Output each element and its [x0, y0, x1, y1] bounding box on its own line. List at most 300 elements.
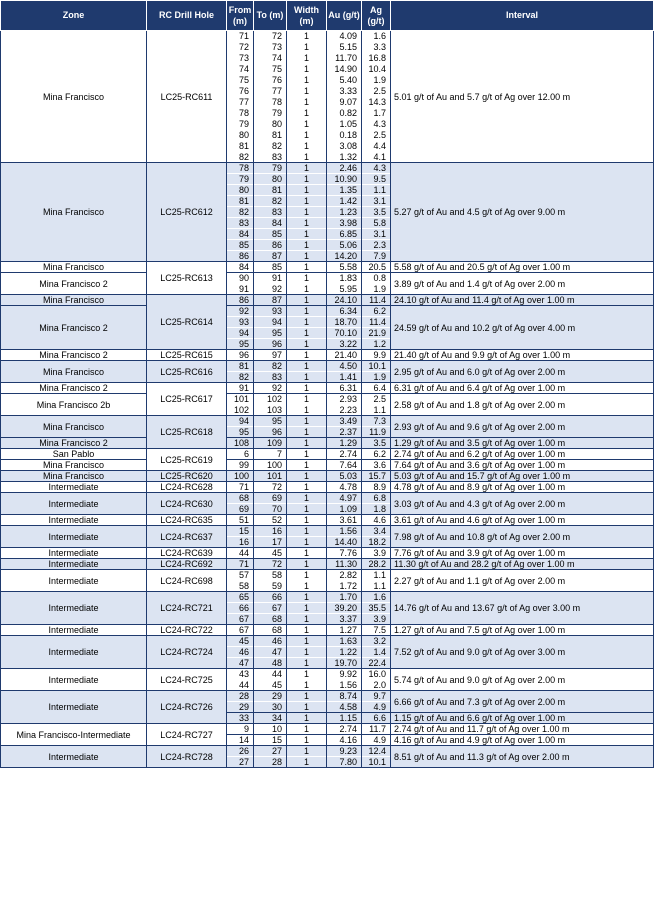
width-cell: 1 — [287, 746, 327, 757]
interval-cell: 8.51 g/t of Au and 11.3 g/t of Ag over 2.00 m — [391, 746, 654, 768]
width-cell: 1 — [287, 42, 327, 53]
ag-cell: 1.9 — [362, 372, 391, 383]
to-cell: 102 — [254, 394, 287, 405]
ag-cell: 11.4 — [362, 295, 391, 306]
to-cell: 47 — [254, 647, 287, 658]
au-cell: 2.74 — [327, 724, 362, 735]
to-cell: 95 — [254, 328, 287, 339]
from-cell: 79 — [227, 119, 254, 130]
ag-cell: 3.5 — [362, 207, 391, 218]
interval-cell: 5.58 g/t of Au and 20.5 g/t of Ag over 1.00 m — [391, 262, 654, 273]
from-cell: 58 — [227, 581, 254, 592]
zone-cell: Mina Francisco — [1, 361, 147, 383]
from-cell: 71 — [227, 31, 254, 42]
drill-hole-cell: LC24-RC698 — [147, 570, 227, 592]
au-cell: 2.74 — [327, 449, 362, 460]
ag-cell: 3.1 — [362, 196, 391, 207]
width-cell: 1 — [287, 306, 327, 317]
width-cell: 1 — [287, 559, 327, 570]
width-cell: 1 — [287, 680, 327, 691]
to-cell: 92 — [254, 284, 287, 295]
drill-hole-cell: LC24-RC722 — [147, 625, 227, 636]
to-cell: 46 — [254, 636, 287, 647]
width-cell: 1 — [287, 658, 327, 669]
width-cell: 1 — [287, 735, 327, 746]
table-row — [1, 592, 654, 603]
zone-cell: San Pablo — [1, 449, 147, 460]
table-row — [1, 471, 654, 482]
from-cell: 102 — [227, 405, 254, 416]
au-cell: 1.27 — [327, 625, 362, 636]
from-cell: 100 — [227, 471, 254, 482]
au-cell: 1.83 — [327, 273, 362, 284]
from-cell: 101 — [227, 394, 254, 405]
drill-hole-cell: LC25-RC617 — [147, 383, 227, 416]
au-cell: 7.80 — [327, 757, 362, 768]
to-cell: 83 — [254, 372, 287, 383]
from-cell: 66 — [227, 603, 254, 614]
au-cell: 14.40 — [327, 537, 362, 548]
table-row — [1, 493, 654, 504]
au-cell: 3.37 — [327, 614, 362, 625]
width-cell: 1 — [287, 273, 327, 284]
interval-cell: 2.95 g/t of Au and 6.0 g/t of Ag over 2.00 m — [391, 361, 654, 383]
au-cell: 4.78 — [327, 482, 362, 493]
au-cell: 1.56 — [327, 680, 362, 691]
table-row — [1, 306, 654, 317]
width-cell: 1 — [287, 405, 327, 416]
to-cell: 78 — [254, 97, 287, 108]
from-cell: 80 — [227, 185, 254, 196]
ag-cell: 3.5 — [362, 438, 391, 449]
width-cell: 1 — [287, 515, 327, 526]
ag-cell: 4.9 — [362, 735, 391, 746]
au-cell: 0.82 — [327, 108, 362, 119]
ag-cell: 6.2 — [362, 306, 391, 317]
to-cell: 10 — [254, 724, 287, 735]
from-cell: 82 — [227, 207, 254, 218]
to-cell: 94 — [254, 317, 287, 328]
width-cell: 1 — [287, 53, 327, 64]
to-cell: 109 — [254, 438, 287, 449]
width-cell: 1 — [287, 416, 327, 427]
from-cell: 68 — [227, 493, 254, 504]
from-cell: 92 — [227, 306, 254, 317]
ag-cell: 35.5 — [362, 603, 391, 614]
au-cell: 8.74 — [327, 691, 362, 702]
au-cell: 7.64 — [327, 460, 362, 471]
from-cell: 71 — [227, 482, 254, 493]
width-cell: 1 — [287, 449, 327, 460]
drill-hole-cell: LC25-RC618 — [147, 416, 227, 449]
to-cell: 72 — [254, 482, 287, 493]
table-row — [1, 548, 654, 559]
interval-cell: 24.10 g/t of Au and 11.4 g/t of Ag over 1.00 m — [391, 295, 654, 306]
from-cell: 44 — [227, 548, 254, 559]
width-cell: 1 — [287, 185, 327, 196]
from-cell: 14 — [227, 735, 254, 746]
au-cell: 3.22 — [327, 339, 362, 350]
from-cell: 45 — [227, 636, 254, 647]
drill-hole-cell: LC25-RC614 — [147, 295, 227, 350]
width-cell: 1 — [287, 570, 327, 581]
au-cell: 11.70 — [327, 53, 362, 64]
width-cell: 1 — [287, 592, 327, 603]
to-cell: 76 — [254, 75, 287, 86]
width-cell: 1 — [287, 251, 327, 262]
ag-cell: 4.4 — [362, 141, 391, 152]
width-cell: 1 — [287, 625, 327, 636]
from-cell: 85 — [227, 240, 254, 251]
interval-cell: 2.74 g/t of Au and 6.2 g/t of Ag over 1.00 m — [391, 449, 654, 460]
width-cell: 1 — [287, 328, 327, 339]
table-row — [1, 262, 654, 273]
au-cell: 5.58 — [327, 262, 362, 273]
from-cell: 90 — [227, 273, 254, 284]
au-cell: 9.23 — [327, 746, 362, 757]
width-cell: 1 — [287, 713, 327, 724]
interval-cell: 4.16 g/t of Au and 4.9 g/t of Ag over 1.00 m — [391, 735, 654, 746]
au-cell: 2.82 — [327, 570, 362, 581]
table-row — [1, 636, 654, 647]
from-cell: 94 — [227, 328, 254, 339]
ag-cell: 1.1 — [362, 405, 391, 416]
zone-cell: Intermediate — [1, 691, 147, 724]
table-row — [1, 746, 654, 757]
to-cell: 91 — [254, 273, 287, 284]
ag-cell: 7.5 — [362, 625, 391, 636]
to-cell: 16 — [254, 526, 287, 537]
from-cell: 51 — [227, 515, 254, 526]
from-cell: 71 — [227, 559, 254, 570]
ag-cell: 3.9 — [362, 614, 391, 625]
zone-cell: Mina Francisco 2 — [1, 350, 147, 361]
width-cell: 1 — [287, 383, 327, 394]
to-cell: 73 — [254, 42, 287, 53]
table-row — [1, 669, 654, 680]
ag-cell: 11.9 — [362, 427, 391, 438]
zone-cell: Intermediate — [1, 559, 147, 570]
to-cell: 28 — [254, 757, 287, 768]
interval-cell: 6.66 g/t of Au and 7.3 g/t of Ag over 2.00 m — [391, 691, 654, 713]
from-cell: 91 — [227, 284, 254, 295]
width-cell: 1 — [287, 691, 327, 702]
width-cell: 1 — [287, 196, 327, 207]
drill-hole-cell: LC24-RC628 — [147, 482, 227, 493]
from-cell: 95 — [227, 427, 254, 438]
au-cell: 1.22 — [327, 647, 362, 658]
width-cell: 1 — [287, 724, 327, 735]
header-au: Au (g/t) — [327, 1, 362, 31]
interval-cell: 2.93 g/t of Au and 9.6 g/t of Ag over 2.00 m — [391, 416, 654, 438]
from-cell: 108 — [227, 438, 254, 449]
zone-cell: Intermediate — [1, 515, 147, 526]
au-cell: 9.92 — [327, 669, 362, 680]
drill-hole-cell: LC25-RC619 — [147, 449, 227, 471]
from-cell: 86 — [227, 295, 254, 306]
drill-hole-cell: LC25-RC612 — [147, 163, 227, 262]
from-cell: 84 — [227, 229, 254, 240]
from-cell: 26 — [227, 746, 254, 757]
au-cell: 1.15 — [327, 713, 362, 724]
zone-cell: Intermediate — [1, 482, 147, 493]
au-cell: 1.70 — [327, 592, 362, 603]
ag-cell: 4.6 — [362, 515, 391, 526]
to-cell: 74 — [254, 53, 287, 64]
from-cell: 74 — [227, 64, 254, 75]
au-cell: 1.72 — [327, 581, 362, 592]
table-row — [1, 394, 654, 405]
ag-cell: 7.9 — [362, 251, 391, 262]
au-cell: 1.32 — [327, 152, 362, 163]
width-cell: 1 — [287, 240, 327, 251]
ag-cell: 14.3 — [362, 97, 391, 108]
to-cell: 30 — [254, 702, 287, 713]
ag-cell: 6.2 — [362, 449, 391, 460]
au-cell: 1.35 — [327, 185, 362, 196]
width-cell: 1 — [287, 427, 327, 438]
au-cell: 1.42 — [327, 196, 362, 207]
from-cell: 27 — [227, 757, 254, 768]
width-cell: 1 — [287, 361, 327, 372]
from-cell: 67 — [227, 625, 254, 636]
from-cell: 67 — [227, 614, 254, 625]
au-cell: 11.30 — [327, 559, 362, 570]
table-row — [1, 438, 654, 449]
zone-cell: Mina Francisco — [1, 471, 147, 482]
au-cell: 2.23 — [327, 405, 362, 416]
width-cell: 1 — [287, 86, 327, 97]
drill-hole-cell: LC24-RC724 — [147, 636, 227, 669]
from-cell: 16 — [227, 537, 254, 548]
au-cell: 4.58 — [327, 702, 362, 713]
au-cell: 3.49 — [327, 416, 362, 427]
width-cell: 1 — [287, 647, 327, 658]
from-cell: 93 — [227, 317, 254, 328]
ag-cell: 1.1 — [362, 581, 391, 592]
zone-cell: Intermediate — [1, 548, 147, 559]
ag-cell: 3.1 — [362, 229, 391, 240]
ag-cell: 21.9 — [362, 328, 391, 339]
drill-hole-cell: LC25-RC613 — [147, 262, 227, 295]
to-cell: 92 — [254, 383, 287, 394]
to-cell: 82 — [254, 196, 287, 207]
drill-hole-cell: LC25-RC620 — [147, 471, 227, 482]
drill-hole-cell: LC24-RC727 — [147, 724, 227, 746]
to-cell: 80 — [254, 174, 287, 185]
ag-cell: 6.6 — [362, 713, 391, 724]
ag-cell: 2.5 — [362, 86, 391, 97]
au-cell: 1.56 — [327, 526, 362, 537]
to-cell: 45 — [254, 548, 287, 559]
ag-cell: 1.1 — [362, 570, 391, 581]
from-cell: 78 — [227, 163, 254, 174]
width-cell: 1 — [287, 372, 327, 383]
drill-hole-cell: LC25-RC616 — [147, 361, 227, 383]
zone-cell: Intermediate — [1, 493, 147, 515]
ag-cell: 3.4 — [362, 526, 391, 537]
header-ag: Ag (g/t) — [362, 1, 391, 31]
interval-cell: 3.61 g/t of Au and 4.6 g/t of Ag over 1.00 m — [391, 515, 654, 526]
ag-cell: 3.9 — [362, 548, 391, 559]
au-cell: 3.61 — [327, 515, 362, 526]
interval-cell: 14.76 g/t of Au and 13.67 g/t of Ag over 3.00 m — [391, 592, 654, 625]
table-row — [1, 515, 654, 526]
au-cell: 3.98 — [327, 218, 362, 229]
ag-cell: 4.3 — [362, 119, 391, 130]
drill-hole-cell: LC24-RC726 — [147, 691, 227, 724]
ag-cell: 3.2 — [362, 636, 391, 647]
ag-cell: 3.3 — [362, 42, 391, 53]
header-from: From (m) — [227, 1, 254, 31]
to-cell: 58 — [254, 570, 287, 581]
drill-hole-cell: LC24-RC630 — [147, 493, 227, 515]
table-row — [1, 691, 654, 702]
from-cell: 29 — [227, 702, 254, 713]
from-cell: 96 — [227, 350, 254, 361]
to-cell: 100 — [254, 460, 287, 471]
to-cell: 69 — [254, 493, 287, 504]
ag-cell: 1.6 — [362, 31, 391, 42]
from-cell: 84 — [227, 262, 254, 273]
ag-cell: 1.2 — [362, 339, 391, 350]
width-cell: 1 — [287, 317, 327, 328]
interval-cell: 11.30 g/t of Au and 28.2 g/t of Ag over 1.00 m — [391, 559, 654, 570]
from-cell: 76 — [227, 86, 254, 97]
interval-cell: 7.64 g/t of Au and 3.6 g/t of Ag over 1.00 m — [391, 460, 654, 471]
zone-cell: Mina Francisco — [1, 163, 147, 262]
au-cell: 3.33 — [327, 86, 362, 97]
interval-cell: 5.03 g/t of Au and 15.7 g/t of Ag over 1.00 m — [391, 471, 654, 482]
width-cell: 1 — [287, 174, 327, 185]
width-cell: 1 — [287, 141, 327, 152]
width-cell: 1 — [287, 31, 327, 42]
au-cell: 24.10 — [327, 295, 362, 306]
ag-cell: 8.9 — [362, 482, 391, 493]
from-cell: 81 — [227, 361, 254, 372]
ag-cell: 4.3 — [362, 163, 391, 174]
from-cell: 33 — [227, 713, 254, 724]
drill-hole-cell: LC25-RC615 — [147, 350, 227, 361]
width-cell: 1 — [287, 64, 327, 75]
to-cell: 95 — [254, 416, 287, 427]
ag-cell: 28.2 — [362, 559, 391, 570]
interval-cell: 2.74 g/t of Au and 11.7 g/t of Ag over 1.00 m — [391, 724, 654, 735]
ag-cell: 4.9 — [362, 702, 391, 713]
au-cell: 4.16 — [327, 735, 362, 746]
from-cell: 83 — [227, 218, 254, 229]
ag-cell: 1.1 — [362, 185, 391, 196]
from-cell: 78 — [227, 108, 254, 119]
to-cell: 45 — [254, 680, 287, 691]
interval-cell: 7.76 g/t of Au and 3.9 g/t of Ag over 1.00 m — [391, 548, 654, 559]
au-cell: 1.05 — [327, 119, 362, 130]
interval-cell: 24.59 g/t of Au and 10.2 g/t of Ag over 4.00 m — [391, 306, 654, 350]
zone-cell: Mina Francisco — [1, 416, 147, 438]
width-cell: 1 — [287, 229, 327, 240]
ag-cell: 20.5 — [362, 262, 391, 273]
to-cell: 80 — [254, 119, 287, 130]
width-cell: 1 — [287, 702, 327, 713]
from-cell: 46 — [227, 647, 254, 658]
zone-cell: Mina Francisco 2 — [1, 306, 147, 350]
from-cell: 81 — [227, 141, 254, 152]
interval-cell: 7.52 g/t of Au and 9.0 g/t of Ag over 3.00 m — [391, 636, 654, 669]
from-cell: 75 — [227, 75, 254, 86]
interval-cell: 1.29 g/t of Au and 3.5 g/t of Ag over 1.00 m — [391, 438, 654, 449]
au-cell: 14.20 — [327, 251, 362, 262]
ag-cell: 2.5 — [362, 130, 391, 141]
width-cell: 1 — [287, 614, 327, 625]
zone-cell: Intermediate — [1, 746, 147, 768]
from-cell: 99 — [227, 460, 254, 471]
to-cell: 82 — [254, 141, 287, 152]
to-cell: 67 — [254, 603, 287, 614]
to-cell: 72 — [254, 559, 287, 570]
ag-cell: 16.0 — [362, 669, 391, 680]
drill-hole-cell: LC24-RC721 — [147, 592, 227, 625]
to-cell: 59 — [254, 581, 287, 592]
interval-cell: 1.15 g/t of Au and 6.6 g/t of Ag over 1.00 m — [391, 713, 654, 724]
ag-cell: 5.8 — [362, 218, 391, 229]
table-row — [1, 163, 654, 174]
table-row — [1, 361, 654, 372]
table-row — [1, 31, 654, 42]
width-cell: 1 — [287, 97, 327, 108]
width-cell: 1 — [287, 504, 327, 515]
to-cell: 103 — [254, 405, 287, 416]
interval-cell: 2.27 g/t of Au and 1.1 g/t of Ag over 2.00 m — [391, 570, 654, 592]
zone-cell: Intermediate — [1, 669, 147, 691]
to-cell: 34 — [254, 713, 287, 724]
header-zone: Zone — [1, 1, 147, 31]
table-body — [1, 31, 654, 768]
zone-cell: Intermediate — [1, 570, 147, 592]
ag-cell: 16.8 — [362, 53, 391, 64]
to-cell: 101 — [254, 471, 287, 482]
au-cell: 0.18 — [327, 130, 362, 141]
to-cell: 83 — [254, 207, 287, 218]
interval-cell: 6.31 g/t of Au and 6.4 g/t of Ag over 1.00 m — [391, 383, 654, 394]
width-cell: 1 — [287, 603, 327, 614]
from-cell: 57 — [227, 570, 254, 581]
au-cell: 5.15 — [327, 42, 362, 53]
interval-cell: 4.78 g/t of Au and 8.9 g/t of Ag over 1.00 m — [391, 482, 654, 493]
ag-cell: 12.4 — [362, 746, 391, 757]
header-drill-hole: RC Drill Hole — [147, 1, 227, 31]
drill-hole-cell: LC24-RC725 — [147, 669, 227, 691]
ag-cell: 10.4 — [362, 64, 391, 75]
table-row — [1, 570, 654, 581]
width-cell: 1 — [287, 394, 327, 405]
drill-hole-cell: LC24-RC728 — [147, 746, 227, 768]
ag-cell: 2.0 — [362, 680, 391, 691]
table-row — [1, 625, 654, 636]
to-cell: 77 — [254, 86, 287, 97]
table-row — [1, 383, 654, 394]
from-cell: 73 — [227, 53, 254, 64]
zone-cell: Mina Francisco-Intermediate — [1, 724, 147, 746]
ag-cell: 10.1 — [362, 361, 391, 372]
drill-hole-cell: LC25-RC611 — [147, 31, 227, 163]
au-cell: 4.50 — [327, 361, 362, 372]
to-cell: 15 — [254, 735, 287, 746]
to-cell: 17 — [254, 537, 287, 548]
width-cell: 1 — [287, 460, 327, 471]
ag-cell: 3.6 — [362, 460, 391, 471]
from-cell: 15 — [227, 526, 254, 537]
to-cell: 66 — [254, 592, 287, 603]
